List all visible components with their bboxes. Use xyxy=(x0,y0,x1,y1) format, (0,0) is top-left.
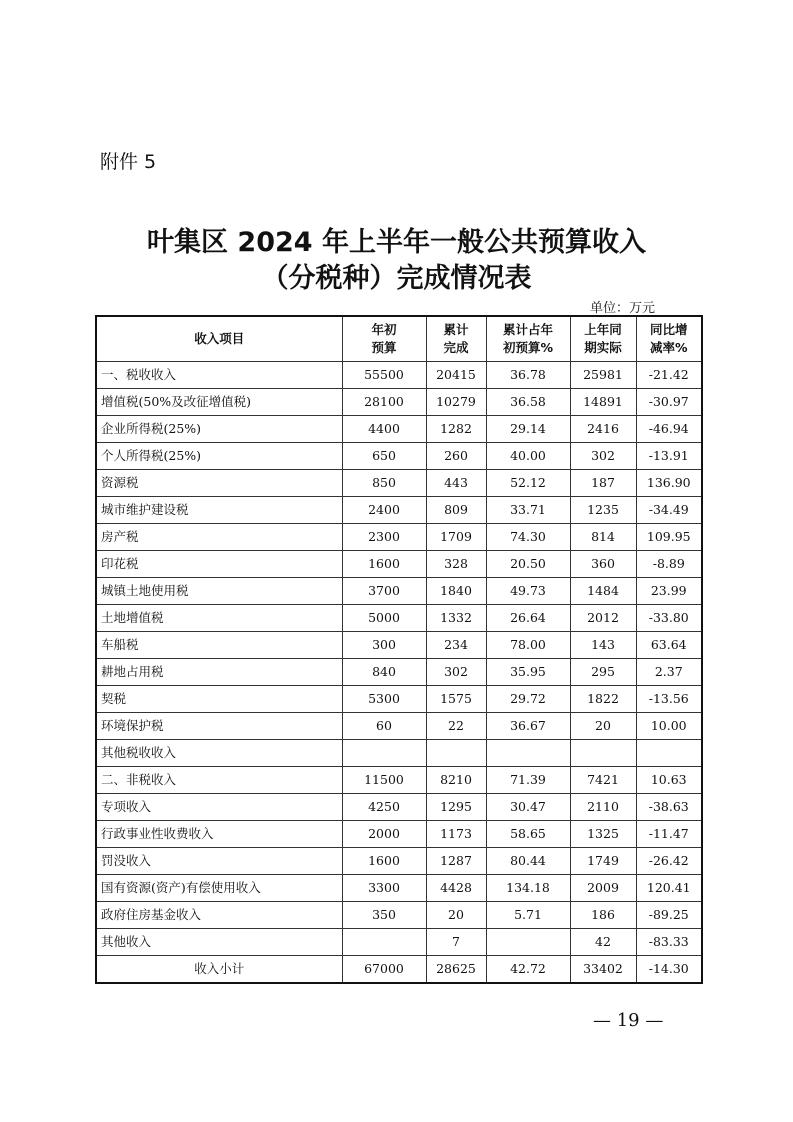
row-cell-pct: 78.00 xyxy=(486,632,570,659)
row-label: 政府住房基金收入 xyxy=(96,902,342,929)
row-cell-yoy xyxy=(636,740,702,767)
row-cell-yoy: -26.42 xyxy=(636,848,702,875)
row-cell-yoy: 120.41 xyxy=(636,875,702,902)
row-cell-pct: 29.72 xyxy=(486,686,570,713)
table-row xyxy=(96,632,702,659)
row-label: 二、非税收入 xyxy=(96,767,342,794)
row-cell-pct: 74.30 xyxy=(486,524,570,551)
row-label: 其他收入 xyxy=(96,929,342,956)
row-cell-pct: 36.58 xyxy=(486,389,570,416)
row-cell-prev: 14891 xyxy=(570,389,636,416)
table-row xyxy=(96,362,702,389)
row-cell-done: 1173 xyxy=(426,821,486,848)
row-cell-done: 20415 xyxy=(426,362,486,389)
table-header-row xyxy=(96,316,702,362)
row-cell-pct: 52.12 xyxy=(486,470,570,497)
row-label: 土地增值税 xyxy=(96,605,342,632)
table-row xyxy=(96,524,702,551)
row-cell-yoy: 10.00 xyxy=(636,713,702,740)
row-label: 国有资源(资产)有偿使用收入 xyxy=(96,875,342,902)
row-cell-done: 260 xyxy=(426,443,486,470)
row-cell-budget: 4250 xyxy=(342,794,426,821)
row-cell-budget: 350 xyxy=(342,902,426,929)
row-cell-done: 7 xyxy=(426,929,486,956)
table-row xyxy=(96,902,702,929)
row-cell-done xyxy=(426,740,486,767)
row-cell-prev: 302 xyxy=(570,443,636,470)
row-cell-yoy: 2.37 xyxy=(636,659,702,686)
total-done: 28625 xyxy=(426,956,486,984)
unit-label: 单位：万元 xyxy=(590,301,656,316)
row-cell-yoy: 109.95 xyxy=(636,524,702,551)
row-cell-pct: 36.67 xyxy=(486,713,570,740)
row-cell-prev: 20 xyxy=(570,713,636,740)
row-cell-yoy: -33.80 xyxy=(636,605,702,632)
row-label: 环境保护税 xyxy=(96,713,342,740)
row-cell-budget: 4400 xyxy=(342,416,426,443)
row-label: 车船税 xyxy=(96,632,342,659)
row-cell-yoy: -89.25 xyxy=(636,902,702,929)
row-cell-done: 1709 xyxy=(426,524,486,551)
row-cell-done: 1332 xyxy=(426,605,486,632)
row-cell-pct: 36.78 xyxy=(486,362,570,389)
total-yoy: -14.30 xyxy=(636,956,702,984)
page-title-line2: （分税种）完成情况表 xyxy=(261,263,532,294)
row-cell-prev: 186 xyxy=(570,902,636,929)
row-label: 增值税(50%及改征增值税) xyxy=(96,389,342,416)
row-cell-budget xyxy=(342,929,426,956)
row-cell-pct xyxy=(486,929,570,956)
row-cell-prev xyxy=(570,740,636,767)
row-cell-done: 302 xyxy=(426,659,486,686)
total-budget: 67000 xyxy=(342,956,426,984)
table-row xyxy=(96,929,702,956)
row-label: 一、税收收入 xyxy=(96,362,342,389)
row-cell-pct: 71.39 xyxy=(486,767,570,794)
header-item: 收入项目 xyxy=(96,316,342,362)
row-cell-done: 20 xyxy=(426,902,486,929)
row-cell-pct: 30.47 xyxy=(486,794,570,821)
page-title-line1: 叶集区 2024 年上半年一般公共预算收入 xyxy=(147,227,646,258)
header-prev: 上年同 期实际 xyxy=(570,316,636,362)
row-cell-prev: 7421 xyxy=(570,767,636,794)
row-cell-budget: 11500 xyxy=(342,767,426,794)
row-cell-done: 234 xyxy=(426,632,486,659)
row-cell-budget: 60 xyxy=(342,713,426,740)
row-cell-budget: 1600 xyxy=(342,848,426,875)
table-row xyxy=(96,713,702,740)
row-cell-budget: 300 xyxy=(342,632,426,659)
total-label: 收入小计 xyxy=(96,956,342,984)
row-cell-prev: 187 xyxy=(570,470,636,497)
row-cell-done: 8210 xyxy=(426,767,486,794)
row-cell-pct: 80.44 xyxy=(486,848,570,875)
attachment-label: 附件 5 xyxy=(100,151,157,173)
row-cell-yoy: -11.47 xyxy=(636,821,702,848)
row-cell-done: 328 xyxy=(426,551,486,578)
table-row xyxy=(96,551,702,578)
row-cell-done: 22 xyxy=(426,713,486,740)
row-cell-prev: 2110 xyxy=(570,794,636,821)
row-cell-pct: 20.50 xyxy=(486,551,570,578)
row-cell-budget: 28100 xyxy=(342,389,426,416)
row-cell-prev: 2416 xyxy=(570,416,636,443)
row-cell-done: 443 xyxy=(426,470,486,497)
row-label: 罚没收入 xyxy=(96,848,342,875)
row-cell-prev: 143 xyxy=(570,632,636,659)
row-cell-budget xyxy=(342,740,426,767)
row-cell-prev: 2009 xyxy=(570,875,636,902)
row-cell-pct: 26.64 xyxy=(486,605,570,632)
row-cell-prev: 1325 xyxy=(570,821,636,848)
row-cell-yoy: -8.89 xyxy=(636,551,702,578)
row-cell-pct: 29.14 xyxy=(486,416,570,443)
table-row xyxy=(96,659,702,686)
table-row xyxy=(96,470,702,497)
row-cell-done: 10279 xyxy=(426,389,486,416)
table-row xyxy=(96,578,702,605)
total-prev: 33402 xyxy=(570,956,636,984)
row-cell-pct: 49.73 xyxy=(486,578,570,605)
row-cell-budget: 55500 xyxy=(342,362,426,389)
row-cell-budget: 5300 xyxy=(342,686,426,713)
revenue-table xyxy=(95,315,703,984)
row-cell-prev: 295 xyxy=(570,659,636,686)
row-cell-yoy: -34.49 xyxy=(636,497,702,524)
row-label: 资源税 xyxy=(96,470,342,497)
row-cell-yoy: 10.63 xyxy=(636,767,702,794)
row-label: 印花税 xyxy=(96,551,342,578)
table-row xyxy=(96,443,702,470)
row-cell-yoy: 63.64 xyxy=(636,632,702,659)
row-cell-yoy: 23.99 xyxy=(636,578,702,605)
row-label: 企业所得税(25%) xyxy=(96,416,342,443)
row-cell-yoy: -83.33 xyxy=(636,929,702,956)
row-cell-budget: 3300 xyxy=(342,875,426,902)
total-pct: 42.72 xyxy=(486,956,570,984)
row-cell-yoy: -30.97 xyxy=(636,389,702,416)
header-budget: 年初 预算 xyxy=(342,316,426,362)
row-label: 其他税收收入 xyxy=(96,740,342,767)
row-cell-pct: 134.18 xyxy=(486,875,570,902)
row-label: 行政事业性收费收入 xyxy=(96,821,342,848)
row-cell-budget: 3700 xyxy=(342,578,426,605)
row-cell-pct: 58.65 xyxy=(486,821,570,848)
row-cell-budget: 5000 xyxy=(342,605,426,632)
row-cell-done: 809 xyxy=(426,497,486,524)
row-label: 城镇土地使用税 xyxy=(96,578,342,605)
header-yoy: 同比增 减率% xyxy=(636,316,702,362)
row-cell-prev: 1484 xyxy=(570,578,636,605)
row-cell-prev: 1235 xyxy=(570,497,636,524)
row-label: 城市维护建设税 xyxy=(96,497,342,524)
row-cell-yoy: -13.56 xyxy=(636,686,702,713)
row-cell-yoy: -38.63 xyxy=(636,794,702,821)
row-cell-prev: 814 xyxy=(570,524,636,551)
table-row xyxy=(96,875,702,902)
row-cell-prev: 42 xyxy=(570,929,636,956)
row-cell-prev: 25981 xyxy=(570,362,636,389)
table-row xyxy=(96,794,702,821)
row-cell-done: 1282 xyxy=(426,416,486,443)
row-label: 房产税 xyxy=(96,524,342,551)
row-label: 个人所得税(25%) xyxy=(96,443,342,470)
row-cell-done: 1287 xyxy=(426,848,486,875)
total-row xyxy=(96,956,702,984)
row-cell-budget: 2400 xyxy=(342,497,426,524)
row-cell-pct: 5.71 xyxy=(486,902,570,929)
row-cell-done: 1295 xyxy=(426,794,486,821)
row-cell-done: 1575 xyxy=(426,686,486,713)
row-cell-prev: 360 xyxy=(570,551,636,578)
header-pct: 累计占年 初预算% xyxy=(486,316,570,362)
row-cell-prev: 1822 xyxy=(570,686,636,713)
row-cell-yoy: -46.94 xyxy=(636,416,702,443)
row-cell-pct: 35.95 xyxy=(486,659,570,686)
table-row xyxy=(96,767,702,794)
row-cell-pct xyxy=(486,740,570,767)
row-cell-budget: 2300 xyxy=(342,524,426,551)
row-label: 耕地占用税 xyxy=(96,659,342,686)
row-cell-yoy: 136.90 xyxy=(636,470,702,497)
row-cell-prev: 2012 xyxy=(570,605,636,632)
row-label: 专项收入 xyxy=(96,794,342,821)
row-cell-yoy: -13.91 xyxy=(636,443,702,470)
table-row xyxy=(96,740,702,767)
row-label: 契税 xyxy=(96,686,342,713)
row-cell-budget: 2000 xyxy=(342,821,426,848)
row-cell-budget: 850 xyxy=(342,470,426,497)
table-row xyxy=(96,686,702,713)
row-cell-done: 4428 xyxy=(426,875,486,902)
row-cell-pct: 40.00 xyxy=(486,443,570,470)
table-row xyxy=(96,821,702,848)
row-cell-budget: 840 xyxy=(342,659,426,686)
row-cell-yoy: -21.42 xyxy=(636,362,702,389)
row-cell-pct: 33.71 xyxy=(486,497,570,524)
table-row xyxy=(96,389,702,416)
table-row xyxy=(96,497,702,524)
table-row xyxy=(96,416,702,443)
row-cell-prev: 1749 xyxy=(570,848,636,875)
row-cell-done: 1840 xyxy=(426,578,486,605)
header-done: 累计 完成 xyxy=(426,316,486,362)
table-row xyxy=(96,605,702,632)
page-number: — 19 — xyxy=(593,1010,664,1031)
row-cell-budget: 650 xyxy=(342,443,426,470)
table-row xyxy=(96,848,702,875)
row-cell-budget: 1600 xyxy=(342,551,426,578)
